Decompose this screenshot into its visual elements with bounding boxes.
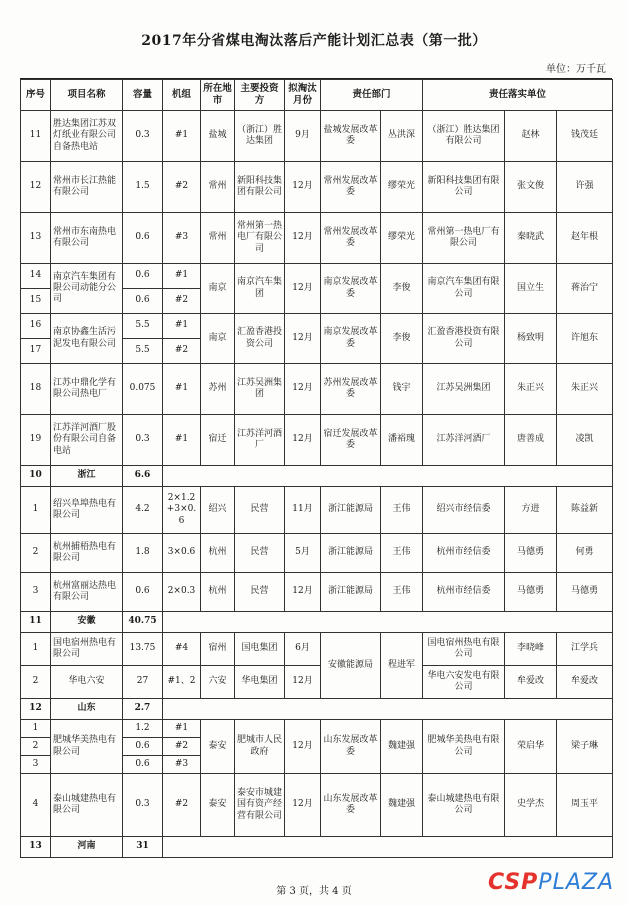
cell: 民营 [235, 573, 285, 612]
cell: 6月 [285, 633, 321, 666]
cell: 新阳科技集团有限公司 [423, 162, 505, 213]
cell: 江苏洋河酒厂 [235, 415, 285, 466]
cell: #1 [163, 415, 201, 466]
cell: 浙江能源局 [321, 573, 381, 612]
cell: 盐城发展改革委 [321, 111, 381, 162]
cell: 1.2 [123, 720, 163, 738]
cell: 华电集团 [235, 666, 285, 699]
cell: #1 [163, 111, 201, 162]
province-row [21, 612, 613, 633]
province-total: 2.7 [123, 699, 163, 720]
cell: 六安 [201, 666, 235, 699]
cell: 李俊 [381, 264, 423, 314]
table-row [21, 633, 613, 666]
cell: 国电宿州热电有限公司 [423, 633, 505, 666]
capacity-table-container [20, 78, 612, 858]
cell: #2 [163, 339, 201, 364]
cell: 4.2 [123, 487, 163, 534]
cell: 新阳科技集团有限公司 [235, 162, 285, 213]
cell: 何勇 [557, 534, 613, 573]
cell: 江苏中鼎化学有限公司热电厂 [51, 364, 123, 415]
cell: #1 [163, 264, 201, 289]
header-row [21, 80, 613, 111]
cell: 周玉平 [557, 774, 613, 837]
cell: 浙江能源局 [321, 534, 381, 573]
cell: 王伟 [381, 573, 423, 612]
cell: 杭州富丽达热电有限公司 [51, 573, 123, 612]
page-number: 第 3 页，共 4 页 [276, 886, 352, 897]
cell: 胜达集团江苏双灯纸业有限公司自备热电站 [51, 111, 123, 162]
cell: 1.5 [123, 162, 163, 213]
cell: 南京 [201, 264, 235, 314]
cell: 江苏洋河酒厂股份有限公司自备电站 [51, 415, 123, 466]
cell: 肥城华美热电有限公司 [423, 720, 505, 774]
cell: 12 [21, 699, 51, 720]
cell: 江苏吴洲集团 [235, 364, 285, 415]
cell: 0.6 [123, 738, 163, 756]
province-name: 浙江 [51, 466, 123, 487]
cell: 1 [21, 633, 51, 666]
cell: 苏州发展改革委 [321, 364, 381, 415]
cell: 0.6 [123, 264, 163, 289]
cell: 南京汽车集团有限公司 [423, 264, 505, 314]
cell: 蒋治宁 [557, 264, 613, 314]
cell: 山东发展改革委 [321, 720, 381, 774]
cell: 5.5 [123, 314, 163, 339]
cell: 杭州市经信委 [423, 573, 505, 612]
cell: 2 [21, 738, 51, 756]
cell: 常州市东南热电有限公司 [51, 213, 123, 264]
cell: 0.6 [123, 573, 163, 612]
cell: #4 [163, 633, 201, 666]
cell: 常州第一热电厂有限公司 [235, 213, 285, 264]
header-cell: 所在地市 [201, 80, 235, 111]
cell: 杭州 [201, 573, 235, 612]
cell: 华电六安 [51, 666, 123, 699]
cell: 南京 [201, 314, 235, 364]
cell: 荣启华 [505, 720, 557, 774]
header-cell: 序号 [21, 80, 51, 111]
cell: #3 [163, 213, 201, 264]
cell: 魏建强 [381, 774, 423, 837]
table-row [21, 573, 613, 612]
cell: 王伟 [381, 534, 423, 573]
table-row [21, 534, 613, 573]
table-row [21, 213, 613, 264]
cell: 0.6 [123, 213, 163, 264]
cell: 13 [21, 837, 51, 858]
cell: 1.8 [123, 534, 163, 573]
cell: 14 [21, 264, 51, 289]
cell: 常州发展改革委 [321, 213, 381, 264]
capacity-table [20, 79, 613, 858]
cell: 南京协鑫生活污泥发电有限公司 [51, 314, 123, 364]
cell: 凌凯 [557, 415, 613, 466]
cell: 27 [123, 666, 163, 699]
cell: 宿迁发展改革委 [321, 415, 381, 466]
cell: 宿迁 [201, 415, 235, 466]
header-cell: 项目名称 [51, 80, 123, 111]
table-row [21, 264, 613, 289]
watermark-csp: CSP [487, 870, 539, 895]
cell: 南京汽车集团有限公司动能分公司 [51, 264, 123, 314]
cell: 9月 [285, 111, 321, 162]
watermark-logo [488, 870, 614, 895]
cell: 朱正兴 [557, 364, 613, 415]
cell: 常州 [201, 162, 235, 213]
cell: 浙江能源局 [321, 487, 381, 534]
province-row [21, 699, 613, 720]
cell: 常州市长江热能有限公司 [51, 162, 123, 213]
cell: 13 [21, 213, 51, 264]
cell: 杭州 [201, 534, 235, 573]
cell: #2 [163, 289, 201, 314]
cell: 1 [21, 720, 51, 738]
cell: 马德勇 [505, 573, 557, 612]
cell: 陈益新 [557, 487, 613, 534]
cell: 泰山城建热电有限公司 [423, 774, 505, 837]
cell: 绍兴阜埠热电有限公司 [51, 487, 123, 534]
cell: （浙江）胜达集团 [235, 111, 285, 162]
table-row [21, 487, 613, 534]
cell: 11 [21, 111, 51, 162]
cell: #2 [163, 774, 201, 837]
cell: 缪荣光 [381, 162, 423, 213]
cell [163, 612, 613, 633]
cell: 12月 [285, 415, 321, 466]
province-row [21, 837, 613, 858]
cell: 赵林 [505, 111, 557, 162]
province-name: 山东 [51, 699, 123, 720]
cell: 15 [21, 289, 51, 314]
cell: 12月 [285, 162, 321, 213]
cell: 王伟 [381, 487, 423, 534]
cell: #1 [163, 720, 201, 738]
cell [163, 699, 613, 720]
cell: 2×0.3 [163, 573, 201, 612]
cell: 马德勇 [557, 573, 613, 612]
cell: 绍兴 [201, 487, 235, 534]
cell: 牟爱改 [557, 666, 613, 699]
cell: 3×0.6 [163, 534, 201, 573]
cell: #2 [163, 738, 201, 756]
cell: 肥城市人民政府 [235, 720, 285, 774]
cell: 常州发展改革委 [321, 162, 381, 213]
cell: #1 [163, 314, 201, 339]
cell: 12月 [285, 666, 321, 699]
cell: 潘裕瑰 [381, 415, 423, 466]
cell: 钱宇 [381, 364, 423, 415]
cell: 江苏洋河酒厂 [423, 415, 505, 466]
cell: 梁子琳 [557, 720, 613, 774]
cell: #3 [163, 756, 201, 774]
cell: 魏建强 [381, 720, 423, 774]
header-cell: 责任落实单位 [423, 80, 613, 111]
cell: 19 [21, 415, 51, 466]
cell: 盐城 [201, 111, 235, 162]
cell: 0.6 [123, 289, 163, 314]
cell: 绍兴市经信委 [423, 487, 505, 534]
cell: 0.3 [123, 774, 163, 837]
cell: 常州 [201, 213, 235, 264]
table-row [21, 720, 613, 738]
cell: 泰安 [201, 720, 235, 774]
cell: 泰山城建热电有限公司 [51, 774, 123, 837]
cell: 张文俊 [505, 162, 557, 213]
cell: 3 [21, 756, 51, 774]
cell: 杨致明 [505, 314, 557, 364]
cell: 江学兵 [557, 633, 613, 666]
cell: 1 [21, 487, 51, 534]
cell: 18 [21, 364, 51, 415]
cell: 马德勇 [505, 534, 557, 573]
cell: 4 [21, 774, 51, 837]
cell: 赵年根 [557, 213, 613, 264]
cell: 12月 [285, 774, 321, 837]
cell: 12 [21, 162, 51, 213]
table-row [21, 415, 613, 466]
header-cell: 拟淘汰月份 [285, 80, 321, 111]
cell: 朱正兴 [505, 364, 557, 415]
cell: 南京汽车集团 [235, 264, 285, 314]
cell: 12月 [285, 364, 321, 415]
cell: 12月 [285, 573, 321, 612]
cell: 杭州市经信委 [423, 534, 505, 573]
cell: 钱茂廷 [557, 111, 613, 162]
province-total: 40.75 [123, 612, 163, 633]
cell: 泰安市城建国有资产经营有限公司 [235, 774, 285, 837]
cell: 程进军 [381, 633, 423, 699]
cell: 3 [21, 573, 51, 612]
cell: 12月 [285, 213, 321, 264]
cell: 史学杰 [505, 774, 557, 837]
cell: 泰安 [201, 774, 235, 837]
cell: 肥城华美热电有限公司 [51, 720, 123, 774]
cell: 李俊 [381, 314, 423, 364]
cell: 16 [21, 314, 51, 339]
cell: 宿州 [201, 633, 235, 666]
province-total: 31 [123, 837, 163, 858]
table-row [21, 111, 613, 162]
cell: 牟爱改 [505, 666, 557, 699]
cell: 5月 [285, 534, 321, 573]
cell: 民营 [235, 534, 285, 573]
cell: 0.3 [123, 415, 163, 466]
cell: 汇盈香港投资有限公司 [423, 314, 505, 364]
cell [163, 466, 613, 487]
cell: 5.5 [123, 339, 163, 364]
province-row [21, 466, 613, 487]
header-cell: 主要投资方 [235, 80, 285, 111]
cell: 2 [21, 666, 51, 699]
cell: （浙江）胜达集团有限公司 [423, 111, 505, 162]
cell: 丛洪深 [381, 111, 423, 162]
table-row [21, 364, 613, 415]
cell: 方进 [505, 487, 557, 534]
cell: 李晓峰 [505, 633, 557, 666]
cell: 国立生 [505, 264, 557, 314]
cell: 17 [21, 339, 51, 364]
cell: 缪荣光 [381, 213, 423, 264]
cell: 2×1.2+3×0.6 [163, 487, 201, 534]
cell: 常州第一热电厂有限公司 [423, 213, 505, 264]
table-row [21, 666, 613, 699]
header-cell: 机组 [163, 80, 201, 111]
cell: 安徽能源局 [321, 633, 381, 699]
page-title: 2017年分省煤电淘汰落后产能计划汇总表（第一批） [141, 33, 487, 49]
cell: 13.75 [123, 633, 163, 666]
cell: 唐善成 [505, 415, 557, 466]
cell: 0.6 [123, 756, 163, 774]
cell: 江苏吴洲集团 [423, 364, 505, 415]
cell [163, 837, 613, 858]
cell: 汇盈香港投资公司 [235, 314, 285, 364]
cell: 0.3 [123, 111, 163, 162]
cell: 12月 [285, 720, 321, 774]
table-row [21, 162, 613, 213]
header-cell: 责任部门 [321, 80, 423, 111]
province-name: 安徽 [51, 612, 123, 633]
cell: 0.075 [123, 364, 163, 415]
cell: #1、2 [163, 666, 201, 699]
cell: 南京发展改革委 [321, 264, 381, 314]
cell: 华电六安发电有限公司 [423, 666, 505, 699]
table-row [21, 314, 613, 339]
cell: #2 [163, 162, 201, 213]
unit-label: 单位：万千瓦 [546, 64, 606, 75]
cell: #1 [163, 364, 201, 415]
cell: 许旭东 [557, 314, 613, 364]
cell: 许强 [557, 162, 613, 213]
cell: 12月 [285, 314, 321, 364]
table-row [21, 774, 613, 837]
cell: 杭州捕梧热电有限公司 [51, 534, 123, 573]
cell: 10 [21, 466, 51, 487]
cell: 2 [21, 534, 51, 573]
cell: 秦晓武 [505, 213, 557, 264]
cell: 11月 [285, 487, 321, 534]
cell: 苏州 [201, 364, 235, 415]
cell: 11 [21, 612, 51, 633]
cell: 山东发展改革委 [321, 774, 381, 837]
cell: 南京发展改革委 [321, 314, 381, 364]
cell: 民营 [235, 487, 285, 534]
province-total: 6.6 [123, 466, 163, 487]
watermark-plaza: PLAZA [538, 870, 614, 895]
cell: 国电宿州热电有限公司 [51, 633, 123, 666]
header-cell: 容量 [123, 80, 163, 111]
cell: 12月 [285, 264, 321, 314]
cell: 国电集团 [235, 633, 285, 666]
province-name: 河南 [51, 837, 123, 858]
